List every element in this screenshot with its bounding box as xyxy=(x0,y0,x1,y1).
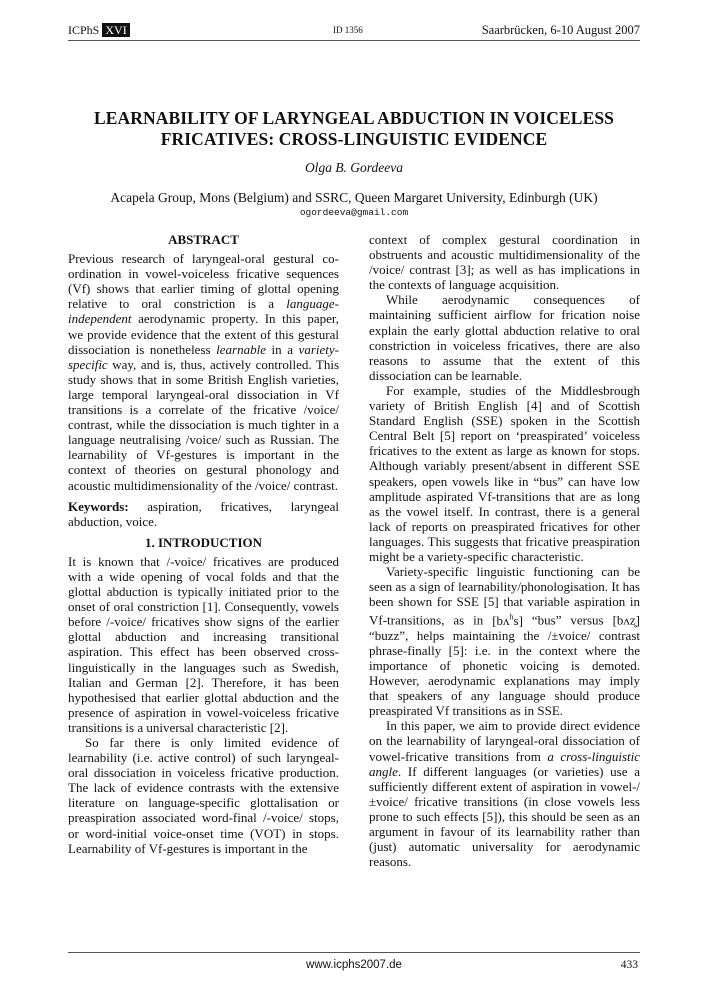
body-paragraph: For example, studies of the Middlesbrough variety of British English [4] and of Scottish Standard English (SSE) spoken in the Scottish Central Belt [5] report on ‘preaspirated’ voiceless fricatives to the extent as large as known for stops. Although variably present/absent in different SSE speakers, open vowels like in “bus” can have low amplitude aspirated Vf-transitions that are as long as the vowel itself. In contrast, there is a general lack of reports on preaspirated fricatives for other languages. This suggests that fricative preaspiration might be a variety-specific characteristic. xyxy=(369,382,640,564)
left-column xyxy=(68,232,339,856)
conference-name: ICPhS XVI xyxy=(68,23,130,38)
introduction-heading: 1. INTRODUCTION xyxy=(144,534,262,550)
body-paragraph: Variety-specific linguistic functioning can be seen as a sign of learnability/phonologisation. It has been shown for SSE [5] that variable aspiration in Vf-transitions, as in [bʌ$^h$s] “bus” versus [bʌz̥] “buzz”, helps maintaining the /±voice/ contrast phrase-finally [5]: i.e. in the context where the importance of phonetic voicing is demoted. However, aerodynamic explanations may imply that speakers of any language should produce preaspirated Vf transitions as in SSE. xyxy=(369,564,640,719)
running-header xyxy=(68,22,640,41)
conference-edition-badge: XVI xyxy=(102,23,129,37)
body-paragraph: While aerodynamic consequences of maintaining sufficient airflow for frication noise explain the early glottal abduction relative to oral constriction in voiceless fricatives, there are also reasons to assume that the extent of this dissociation can be learnable. xyxy=(369,292,640,383)
paper-id: ID 1356 xyxy=(333,25,363,35)
ipa-transcription: [bʌz̥] xyxy=(612,612,640,628)
author-name: Olga B. Gordeeva xyxy=(304,160,404,175)
body-paragraph: context of complex gestural coordination in obstruents and acoustic multidimensionality of the /voice/ contrast [3]; as well as has implications in the contexts of language acquisition. xyxy=(369,232,640,293)
location-date: Saarbrücken, 6-10 August 2007 xyxy=(481,23,640,37)
author-affiliation: Acapela Group, Mons (Belgium) and SSRC, Queen Margaret University, Edinburgh (UK) xyxy=(110,190,598,205)
conference-url[interactable]: www.icphs2007.de xyxy=(306,959,402,971)
keywords: Keywords: aspiration, fricatives, laryngeal abduction, voice. xyxy=(68,498,339,529)
page-footer xyxy=(68,952,640,971)
abstract-heading: ABSTRACT xyxy=(168,232,239,247)
ipa-transcription: [bʌ$^h$s] xyxy=(492,612,523,628)
right-column xyxy=(369,232,640,869)
paper-title xyxy=(68,108,640,150)
body-paragraph: It is known that /-voice/ fricatives are produced with a wide opening of vocal folds and that the glottal abduction is typically initiated prior to the onset of oral constriction [1]. Consequently, vowels before /-voice/ fricatives show signs of the earlier glottal abduction and increasing transitional aspiration. This effect has been observed cross-linguistically in the languages such as Swedish, Italian and German [2]. Therefore, it has been hypothesised that earlier glottal abduction and the presence of aspiration in vowel-voiceless fricative transitions is a universal characteristic [2]. xyxy=(68,553,339,735)
abstract-paragraph: Previous research of laryngeal-oral gestural co-ordination in vowel-voiceless fricative sequences (Vf) shows that earlier timing of glottal opening relative to oral constriction is a language-independent aerodynamic property. In this paper, we provide evidence that the extent of this gestural dissociation is nonetheless learnable in a variety-specific way, and is, thus, actively controlled. This study shows that in some British English varieties, large temporal laryngeal-oral dissociation in Vf transitions is a correlate of the fricative /voice/ contrast, while the dissociation is much tighter in a language neutralising /voice/ such as Russian. The learnability of Vf-gestures is important in the context of theories on gestural phonology and acoustic multidimensionality of the /voice/ contrast. xyxy=(68,251,339,493)
page-number: 433 xyxy=(620,959,638,971)
author-email[interactable]: ogordeeva@gmail.com xyxy=(299,207,409,218)
title-line: FRICATIVES: CROSS-LINGUISTIC EVIDENCE xyxy=(160,129,548,149)
body-paragraph: So far there is only limited evidence of learnability (i.e. active control) of such laryngeal-oral dissociation in voiceless fricative production. The lack of evidence contrasts with the extensive literature on language-specific glottalisation or preaspiration associated word-final /-voice/ stops, or word-initial voice-onset time (VOT) in stops. Learnability of Vf-gestures is important in the xyxy=(68,735,339,856)
keywords-label: Keywords: xyxy=(68,498,129,514)
title-line: LEARNABILITY OF LARYNGEAL ABDUCTION IN VOICELESS xyxy=(93,108,615,128)
body-paragraph: In this paper, we aim to provide direct evidence on the learnability of laryngeal-oral dissociation of vowel-fricative transitions from a cross-linguistic angle. If different languages (or varieties) use a sufficiently different extent of aspiration in vowel-/±voice/ fricative transitions (in close vowels less prone to such effects [5]), this should be seen as an argument in favour of its learnability rather than (just) automatic universality for aerodynamic reasons. xyxy=(369,718,641,870)
